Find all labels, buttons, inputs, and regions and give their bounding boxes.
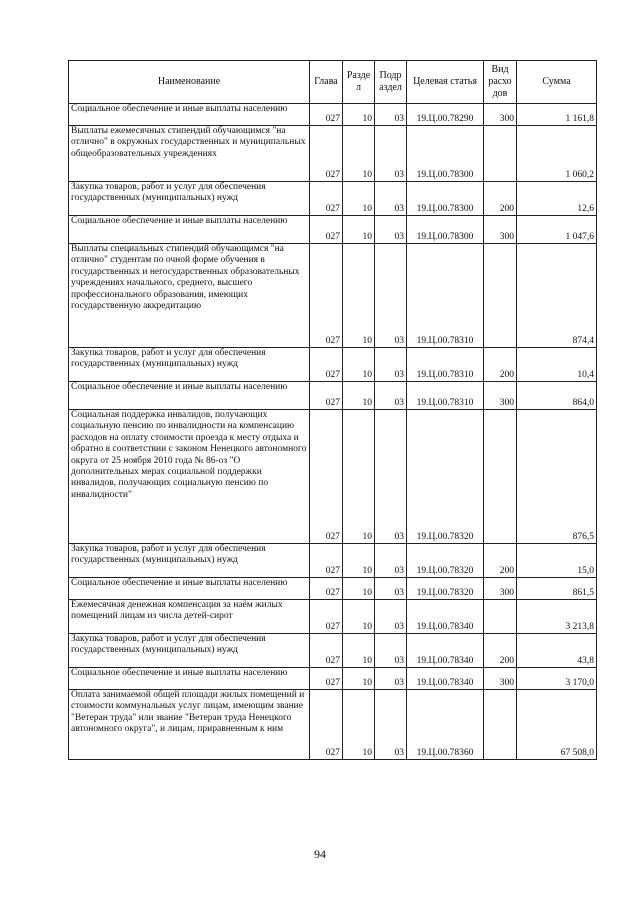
- cell-target: 19.Ц.00.78340: [407, 668, 484, 690]
- header-chapter: Глава: [310, 61, 343, 104]
- header-sum: Сумма: [517, 61, 597, 104]
- cell-type: 200: [484, 544, 517, 578]
- cell-section: 10: [343, 216, 375, 244]
- cell-subsection: 03: [375, 668, 407, 690]
- cell-subsection: 03: [375, 244, 407, 348]
- table-row: [69, 244, 597, 348]
- cell-type: 300: [484, 216, 517, 244]
- cell-chapter: 027: [310, 348, 343, 382]
- cell-name: Оплата занимаемой общей площади жилых помещений и стоимости коммунальных услуг лицам, имеющим звание "Ветеран труда" или звание "Ветеран труда Ненецкого автономного округа", и лицам, приравненным к ним: [69, 690, 310, 760]
- table-row: [69, 634, 597, 668]
- cell-sum: 874,4: [517, 244, 597, 348]
- cell-type: [484, 410, 517, 544]
- cell-chapter: 027: [310, 690, 343, 760]
- cell-section: 10: [343, 104, 375, 126]
- cell-chapter: 027: [310, 216, 343, 244]
- cell-chapter: 027: [310, 182, 343, 216]
- cell-name: Социальное обеспечение и иные выплаты населению: [69, 668, 310, 690]
- cell-target: 19.Ц.00.78360: [407, 690, 484, 760]
- cell-name: Закупка товаров, работ и услуг для обеспечения государственных (муниципальных) нужд: [69, 348, 310, 382]
- budget-table: [68, 60, 597, 760]
- cell-section: 10: [343, 126, 375, 182]
- cell-name: Закупка товаров, работ и услуг для обеспечения государственных (муниципальных) нужд: [69, 182, 310, 216]
- cell-sum: 10,4: [517, 348, 597, 382]
- cell-section: 10: [343, 244, 375, 348]
- cell-subsection: 03: [375, 600, 407, 634]
- cell-subsection: 03: [375, 634, 407, 668]
- cell-name: Социальная поддержка инвалидов, получающих социальную пенсию по инвалидности на компенсацию расходов на оплату стоимости проезда к месту отдыха и обратно в соответствии с законом Ненецкого автономного округа от 25 ноября 2010 года № 86-оз "О дополнительных мерах социальной поддержки инвалидов, получающих социальную пенсию по инвалидности": [69, 410, 310, 544]
- cell-name: Социальное обеспечение и иные выплаты населению: [69, 382, 310, 410]
- cell-target: 19.Ц.00.78310: [407, 244, 484, 348]
- table-row: [69, 216, 597, 244]
- cell-section: 10: [343, 182, 375, 216]
- cell-target: 19.Ц.00.78320: [407, 410, 484, 544]
- cell-chapter: 027: [310, 104, 343, 126]
- cell-chapter: 027: [310, 126, 343, 182]
- cell-section: 10: [343, 348, 375, 382]
- page-number: 94: [314, 847, 326, 861]
- cell-type: 300: [484, 578, 517, 600]
- table-row: [69, 382, 597, 410]
- cell-sum: 1 161,8: [517, 104, 597, 126]
- table-row: [69, 690, 597, 760]
- cell-chapter: 027: [310, 410, 343, 544]
- header-target: Целевая статья: [407, 61, 484, 104]
- cell-type: [484, 126, 517, 182]
- table-header-row: [69, 61, 597, 104]
- cell-type: [484, 690, 517, 760]
- cell-type: 300: [484, 668, 517, 690]
- cell-target: 19.Ц.00.78320: [407, 578, 484, 600]
- cell-target: 19.Ц.00.78310: [407, 348, 484, 382]
- cell-target: 19.Ц.00.78310: [407, 382, 484, 410]
- cell-section: 10: [343, 410, 375, 544]
- cell-sum: 864,0: [517, 382, 597, 410]
- cell-subsection: 03: [375, 182, 407, 216]
- cell-chapter: 027: [310, 600, 343, 634]
- header-section: Разде л: [343, 61, 375, 104]
- cell-chapter: 027: [310, 634, 343, 668]
- cell-subsection: 03: [375, 382, 407, 410]
- table-row: [69, 126, 597, 182]
- cell-sum: 67 508,0: [517, 690, 597, 760]
- cell-section: 10: [343, 382, 375, 410]
- cell-sum: 876,5: [517, 410, 597, 544]
- cell-chapter: 027: [310, 544, 343, 578]
- table-row: [69, 668, 597, 690]
- table-body: [69, 104, 597, 760]
- table-row: [69, 104, 597, 126]
- cell-subsection: 03: [375, 216, 407, 244]
- cell-chapter: 027: [310, 244, 343, 348]
- cell-sum: 1 060,2: [517, 126, 597, 182]
- cell-sum: 15,0: [517, 544, 597, 578]
- cell-subsection: 03: [375, 544, 407, 578]
- cell-name: Социальное обеспечение и иные выплаты населению: [69, 216, 310, 244]
- cell-section: 10: [343, 544, 375, 578]
- cell-subsection: 03: [375, 348, 407, 382]
- cell-sum: 3 213,8: [517, 600, 597, 634]
- cell-name: Выплаты ежемесячных стипендий обучающимся "на отлично" в окружных государственных и муниципальных общеобразовательных учреждениях: [69, 126, 310, 182]
- cell-subsection: 03: [375, 104, 407, 126]
- cell-chapter: 027: [310, 668, 343, 690]
- cell-target: 19.Ц.00.78300: [407, 126, 484, 182]
- cell-type: 200: [484, 182, 517, 216]
- header-type: Вид расхо дов: [484, 61, 517, 104]
- cell-subsection: 03: [375, 578, 407, 600]
- cell-name: Закупка товаров, работ и услуг для обеспечения государственных (муниципальных) нужд: [69, 544, 310, 578]
- cell-type: 300: [484, 382, 517, 410]
- cell-name: Выплаты специальных стипендий обучающимся "на отлично" студентам по очной форме обучения в государственных и негосударственных образовательных учреждениях начального, среднего, высшего профессионального образования, имеющих государственную аккредитацию: [69, 244, 310, 348]
- cell-name: Закупка товаров, работ и услуг для обеспечения государственных (муниципальных) нужд: [69, 634, 310, 668]
- cell-sum: 1 047,6: [517, 216, 597, 244]
- header-subsection: Подр аздел: [375, 61, 407, 104]
- cell-chapter: 027: [310, 382, 343, 410]
- table-row: [69, 410, 597, 544]
- cell-type: [484, 600, 517, 634]
- cell-sum: 861,5: [517, 578, 597, 600]
- cell-name: Социальное обеспечение и иные выплаты населению: [69, 578, 310, 600]
- table-row: [69, 544, 597, 578]
- cell-type: 200: [484, 348, 517, 382]
- cell-name: Ежемесячная денежная компенсация за наём жилых помещений лицам из числа детей-сирот: [69, 600, 310, 634]
- cell-section: 10: [343, 690, 375, 760]
- cell-type: [484, 244, 517, 348]
- cell-section: 10: [343, 578, 375, 600]
- cell-chapter: 027: [310, 578, 343, 600]
- table-row: [69, 182, 597, 216]
- cell-subsection: 03: [375, 126, 407, 182]
- table-row: [69, 600, 597, 634]
- cell-sum: 12,6: [517, 182, 597, 216]
- cell-target: 19.Ц.00.78300: [407, 216, 484, 244]
- cell-subsection: 03: [375, 410, 407, 544]
- cell-name: Социальное обеспечение и иные выплаты населению: [69, 104, 310, 126]
- cell-section: 10: [343, 668, 375, 690]
- cell-target: 19.Ц.00.78290: [407, 104, 484, 126]
- header-name: Наименование: [69, 61, 310, 104]
- cell-sum: 43,8: [517, 634, 597, 668]
- table-row: [69, 578, 597, 600]
- table-row: [69, 348, 597, 382]
- cell-type: 200: [484, 634, 517, 668]
- cell-sum: 3 170,0: [517, 668, 597, 690]
- cell-subsection: 03: [375, 690, 407, 760]
- cell-section: 10: [343, 634, 375, 668]
- cell-target: 19.Ц.00.78320: [407, 544, 484, 578]
- cell-target: 19.Ц.00.78300: [407, 182, 484, 216]
- cell-section: 10: [343, 600, 375, 634]
- cell-target: 19.Ц.00.78340: [407, 600, 484, 634]
- cell-type: 300: [484, 104, 517, 126]
- cell-target: 19.Ц.00.78340: [407, 634, 484, 668]
